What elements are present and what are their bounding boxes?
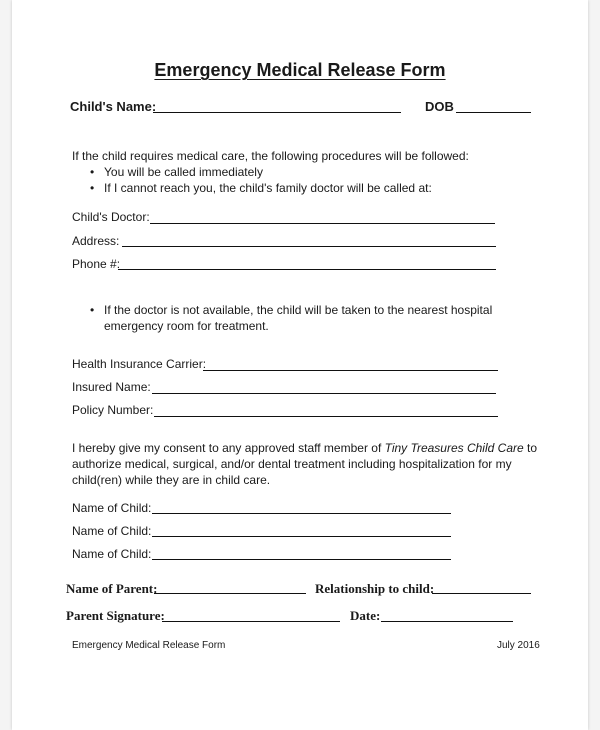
form-title: Emergency Medical Release Form — [154, 60, 446, 80]
footer-date: July 2016 — [497, 640, 540, 651]
parent-signature-field[interactable] — [162, 621, 340, 622]
name-of-child-label: Name of Child: — [72, 524, 152, 538]
childs-doctor-label: Child's Doctor: — [72, 210, 150, 224]
name-of-child-label: Name of Child: — [72, 547, 152, 561]
policy-number-field[interactable] — [154, 416, 498, 417]
insured-name-field[interactable] — [152, 393, 496, 394]
address-label: Address: — [72, 234, 120, 248]
phone-label: Phone #: — [72, 257, 121, 271]
document-page — [12, 0, 588, 730]
bullet-icon: • — [90, 303, 95, 317]
insured-name-label: Insured Name: — [72, 380, 151, 394]
bullet-icon: • — [90, 165, 95, 179]
address-field[interactable] — [122, 246, 496, 247]
procedures-intro: If the child requires medical care, the following procedures will be followed: — [72, 149, 469, 163]
organization-name: Tiny Treasures Child Care — [384, 441, 524, 455]
consent-line-3: child(ren) while they are in child care. — [72, 473, 271, 487]
insurance-carrier-label: Health Insurance Carrier: — [72, 357, 207, 371]
insurance-carrier-field[interactable] — [203, 370, 498, 371]
consent-line-2: authorize medical, surgical, and/or dental treatment including hospitalization for my — [72, 457, 512, 471]
name-of-child-label: Name of Child: — [72, 501, 152, 515]
bullet-item: • If I cannot reach you, the child's family doctor will be called at: — [90, 181, 432, 195]
name-of-child-field[interactable] — [152, 559, 451, 560]
phone-field[interactable] — [118, 269, 496, 270]
dob-field[interactable] — [456, 112, 531, 113]
consent-line-1: I hereby give my consent to any approved staff member of Tiny Treasures Child Care to — [72, 441, 538, 455]
name-of-parent-label: Name of Parent: — [66, 581, 158, 596]
name-of-child-field[interactable] — [152, 536, 451, 537]
childs-name-label: Child's Name: — [70, 99, 157, 114]
date-field[interactable] — [381, 621, 513, 622]
bullet-item: • You will be called immediately — [90, 165, 263, 179]
name-of-parent-field[interactable] — [154, 593, 306, 594]
bullet-item-continuation: emergency room for treatment. — [104, 319, 269, 333]
footer-title: Emergency Medical Release Form — [72, 640, 226, 651]
policy-number-label: Policy Number: — [72, 403, 154, 417]
date-label: Date: — [350, 608, 381, 623]
relationship-field[interactable] — [432, 593, 531, 594]
bullet-item: • If the doctor is not available, the child will be taken to the nearest hospital — [90, 303, 493, 317]
relationship-label: Relationship to child: — [315, 581, 435, 596]
childs-doctor-field[interactable] — [150, 223, 495, 224]
parent-signature-label: Parent Signature: — [66, 608, 165, 623]
childs-name-field[interactable] — [153, 112, 401, 113]
dob-label: DOB — [425, 99, 454, 114]
name-of-child-field[interactable] — [152, 513, 451, 514]
bullet-icon: • — [90, 181, 95, 195]
